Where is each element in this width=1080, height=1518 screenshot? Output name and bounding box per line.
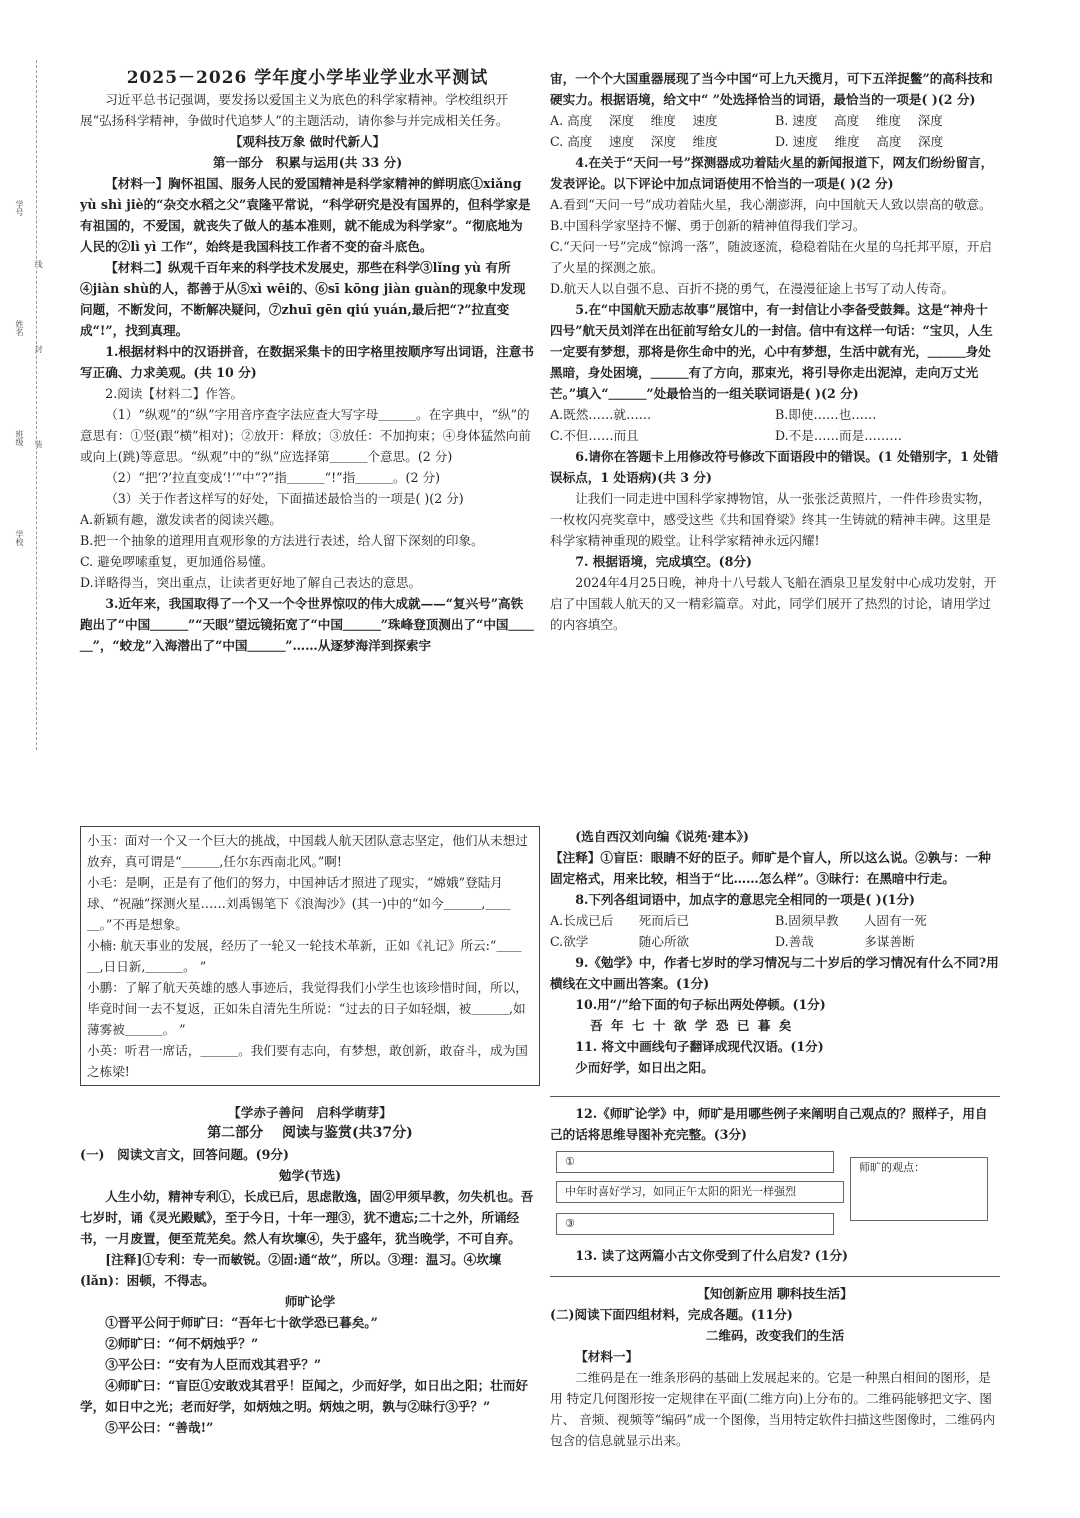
option: A.既然……就…… (550, 407, 652, 422)
text-2-title: 师旷论学 (284, 1294, 336, 1309)
question-2-3: （3）关于作者这样写的好处，下面描述最恰当的一项是( )(2 分) (105, 491, 464, 506)
dialog-line: 小玉：面对一个又一个巨大的挑战，中国载人航天团队意志坚定，他们从未想过放弃，真可谓是“＿＿＿,任尔东西南北风。”啊! (87, 833, 528, 869)
material-2: 【材料二】纵观千百年来的科学技术发展史，那些在科学③lǐng yù 有所④jiàn shù的人，都善于从⑤xì wēi的、⑥sī kōng jiàn guàn的现象中发现问题，不断发问，不断解决疑问，⑦zhuī gēn qiú yuán,最后把“?”拉直变成“!”，找到真理。 (80, 260, 526, 338)
mind-map-box-1[interactable]: ① (556, 1151, 834, 1173)
mind-map (550, 1145, 1000, 1245)
option: B. 速度 高度 维度 深度 (775, 113, 943, 128)
dialog-line: 小毛：是啊，正是有了他们的努力，中国神话才照进了现实，“嫦娥”登陆月球、“祝融”探测火星……刘禹锡笔下《浪淘沙》(其一)中的“如今＿＿＿,＿＿＿。”不再是想象。 (87, 875, 511, 932)
col-bottom-left (80, 826, 540, 1438)
text-3-title: 二维码，改变我们的生活 (705, 1328, 845, 1343)
seal-char: 封 (34, 345, 43, 353)
text-2-notes: 【注释】①盲臣：眼睛不好的臣子。师旷是个盲人，所以这么说。②孰与：一种固定格式，用来比较，相当于“比……怎么样”。③昧行：在黑暗中行走。 (550, 850, 991, 886)
option: D.不是……而是……… (775, 428, 902, 443)
seal-char: 线 (34, 260, 43, 268)
seal-char: 装 (34, 440, 43, 448)
intro: 习近平总书记强调，要发扬以爱国主义为底色的科学家精神。学校组织开展“弘扬科学精神，争做时代追梦人”的主题活动，请你参与并完成相关任务。 (80, 92, 509, 128)
school-label: 学校 (15, 530, 24, 546)
question-4: 4.在关于“天问一号”探测器成功着陆火星的新闻报道下，网友们纷纷留言，发表评论。以下评论中加点词语使用不恰当的一项是( )(2 分) (550, 155, 994, 191)
question-3: 3.近年来，我国取得了一个又一个令世界惊叹的伟大成就——“复兴号”高铁跑出了“中国＿＿＿”“天眼”望远镜拓宽了“中国＿＿＿”珠峰登顶测出了“中国＿＿＿”，“蛟龙”入海潜出了“中国＿＿＿”……从逐梦海洋到探索宇 (80, 596, 534, 653)
option: D.善哉 多谋善断 (775, 934, 915, 949)
dialog-box (80, 826, 540, 1086)
question-3-cont: 宙，一个个大国重器展现了当今中国“可上九天揽月，可下五洋捉鳖”的高科技和硬实力。根据语境，给文中“ ”处选择恰当的词语，最恰当的一项是( )(2 分) (550, 71, 993, 107)
divider (550, 1276, 1000, 1277)
question-9: 9.《勉学》中，作者七岁时的学习情况与二十岁后的学习情况有什么不同?用横线在文中画出答案。(1分) (550, 955, 999, 991)
number-label: 学号 (15, 200, 24, 216)
theme-1: 【观科技万象 做时代新人】 (229, 134, 386, 149)
q5-options (550, 404, 1000, 446)
option: D.航天人以自强不息、百折不挠的勇气，在漫漫征途上书写了动人传奇。 (550, 281, 955, 296)
option: C. 避免啰嗦重复，更加通俗易懂。 (80, 554, 274, 569)
option: B.固须早教 人固有一死 (775, 913, 927, 928)
theme-2: 【学赤子善问 启科学萌芽】 (228, 1105, 392, 1120)
section-1-heading: (一) 阅读文言文，回答问题。(9分) (80, 1147, 289, 1162)
option: A.新颖有趣，激发读者的阅读兴趣。 (80, 512, 283, 527)
question-11-sentence: 少而好学，如日出之阳。 (575, 1060, 714, 1075)
material-1: 【材料一】胸怀祖国、服务人民的爱国精神是科学家精神的鲜明底①xiǎng yù shì jiè的“杂交水稻之父”袁隆平常说，“科学研究是没有国界的，但科学家是有祖国的，不爱国，就丧失了做人的基本准则，就不能成为科学家”。“彻底地为人民的②lì yì 工作”，始终是我国科技工作者不变的奋斗底色。 (80, 176, 531, 254)
material-3-heading: 【材料一】 (575, 1349, 639, 1364)
q8-options (550, 910, 1000, 952)
mind-map-box-3[interactable]: ③ (556, 1213, 834, 1235)
question-10: 10.用“/”给下面的句子标出两处停顿。(1分) (575, 997, 826, 1012)
option: B.把一个抽象的道理用直观形象的方法进行表述，给人留下深刻的印象。 (80, 533, 484, 548)
q3-options (550, 110, 1000, 152)
option: C.欲学 随心所欲 (550, 934, 690, 949)
question-13: 13. 读了这两篇小古文你受到了什么启发? (1分) (575, 1248, 849, 1263)
question-2-1: （1）“纵观”的“纵”字用音序查字法应查大写字母＿＿＿。在字典中，“纵”的意思有：①竖(跟“横”相对)；②放开：释放；③放任：不加拘束；④身体猛然向前或向上(跳)等意思。“纵观”中的“纵”应选择第＿＿＿个意思。(2 分) (80, 407, 531, 464)
option: B.中国科学家坚持不懈、勇于创新的精神值得我们学习。 (550, 218, 866, 233)
text-2-line: ①晋平公问于师旷曰：“吾年七十欲学恐已暮矣。” (105, 1315, 378, 1330)
question-1: 1.根据材料中的汉语拼音，在数据采集卡的田字格里按顺序写出词语，注意书写正确、力求美观。(共 10 分) (80, 344, 534, 380)
text-1-notes: [注释]①专利：专一而敏锐。②固:通“故”，所以。③理：温习。④坎壈(lǎn)：困顿，不得志。 (80, 1252, 502, 1288)
material-3: 二维码是在一维条形码的基础上发展起来的。它是一种黑白相间的图形，是用 特定几何图形按一定规律在平面(二维方向)上分布的。二维码能够把文字、图片、 音频、视频等“编码”成一个图像，当用特定软件扫描这些图像时，二维码内包含的信息就显示出来。 (550, 1370, 996, 1448)
question-2-2: （2）“把‘?’拉直变成‘!’”中“?”指＿＿＿“!”指＿＿＿。(2 分) (105, 470, 440, 485)
dialog-line: 小鹏：了解了航天英雄的感人事迹后，我觉得我们小学生也该珍惜时间，所以，毕竟时间一去不复返，正如朱自清先生所说：“过去的日子如轻烟，被＿＿＿,如薄雾被＿＿＿。 ” (87, 980, 528, 1037)
question-8: 8.下列各组词语中，加点字的意思完全相同的一项是( )(1分) (575, 892, 915, 907)
source: (选自西汉刘向编《说苑·建本》) (575, 829, 749, 844)
exam-title: 2025－2026 学年度小学毕业学业水平测试 (126, 68, 489, 88)
part-1-heading: 第一部分 积累与运用(共 33 分) (212, 155, 403, 170)
option: C. 高度 速度 深度 维度 (550, 134, 718, 149)
question-7-text: 2024年4月25日晚，神舟十八号载人飞船在酒泉卫星发射中心成功发射，开启了中国载人航天的又一精彩篇章。对此，同学们展开了热烈的讨论，请用学过的内容填空。 (550, 575, 997, 632)
option: D. 速度 维度 高度 深度 (775, 134, 944, 149)
col-top-right (550, 68, 1000, 635)
seal-line (36, 60, 37, 750)
option: A.长成已后 死而后已 (550, 913, 690, 928)
theme-3: 【知创新应用 聊科技生活】 (697, 1286, 853, 1301)
option: A.看到“天问一号”成功着陆火星，我心潮澎湃，向中国航天人致以崇高的敬意。 (550, 197, 992, 212)
col-bottom-right (550, 826, 1000, 1451)
question-11: 11. 将文中画线句子翻译成现代汉语。(1分) (575, 1039, 824, 1054)
option: A. 高度 深度 维度 速度 (550, 113, 718, 128)
col-top-left (80, 68, 535, 656)
question-7: 7. 根据语境，完成填空。(8分) (575, 554, 752, 569)
mind-map-box-2: 中年时喜好学习，如同正午太阳的阳光一样强烈 (556, 1181, 844, 1203)
section-2-heading: (二)阅读下面四组材料，完成各题。(11分) (550, 1307, 793, 1322)
dialog-line: 小楠: 航天事业的发展，经历了一轮又一轮技术革新，正如《礼记》所云:“＿＿＿,日日新,＿＿＿。 ” (87, 938, 522, 974)
question-12: 12.《师旷论学》中，师旷是用哪些例子来阐明自己观点的？照样子，用自己的话将思维导图补充完整。(3分) (550, 1106, 988, 1142)
question-10-sentence: 吾 年 七 十 欲 学 恐 已 暮 矣 (590, 1018, 794, 1033)
text-2-line: ③平公曰：“安有为人臣而戏其君乎？” (105, 1357, 322, 1372)
text-1: 人生小幼，精神专利①，长成已后，思虑散逸，固②甲须早教，勿失机也。吾七岁时，诵《灵光殿赋》，至于今日，十年一理③，犹不遗忘;二十之外，所诵经书，一月废置，便至荒芜矣。然人有坎壈④，失于盛年，犹当晚学，不可自弃。 (80, 1189, 534, 1246)
dialog-line: 小英：听君一席话，＿＿＿。我们要有志向，有梦想，敢创新，敢奋斗，成为国之栋梁! (87, 1043, 528, 1079)
question-6-text: 让我们一同走进中国科学家搏物馆，从一张张泛黄照片，一件件珍贵实物，一枚枚闪亮奖章中，感受这些《共和国脊梁》终其一生铸就的精神丰碑。这里是科学家精神重现的殿堂。让科学家精神永远闪耀! (550, 491, 991, 548)
option: B.即使……也…… (775, 407, 877, 422)
option: C.“天问一号”完成“惊鸿一落”，随波逐流，稳稳着陆在火星的乌托邦平原，开启了火星的探测之旅。 (550, 239, 992, 275)
mind-map-viewpoint[interactable]: 师旷的观点： (850, 1157, 988, 1221)
name-label: 姓名 (15, 320, 24, 336)
option: C.不但……而且 (550, 428, 639, 443)
text-2-line: ⑤平公曰：“善哉!” (105, 1420, 214, 1435)
question-6: 6.请你在答题卡上用修改符号修改下面语段中的错误。(1 处错别字，1 处错误标点，1 处语病)(共 3 分) (550, 449, 999, 485)
text-2-line: ②师旷曰：“何不炳烛乎？” (105, 1336, 259, 1351)
question-5: 5.在“中国航天励志故事”展馆中，有一封信让小李备受鼓舞。这是“神舟十四号”航天员刘洋在出征前写给女儿的一封信。信中有这样一句话：“宝贝，人生一定要有梦想，那将是你生命中的光，心中有梦想，生活中就有光，＿＿＿身处黑暗，身处困境，＿＿＿有了方向，那束光，将引导你走出泥淖，走向万丈光芒。”填入“＿＿＿”处最恰当的一组关联词语是( )(2 分) (550, 302, 993, 401)
option: D.详略得当，突出重点，让读者更好地了解自己表达的意思。 (80, 575, 422, 590)
question-2: 2.阅读【材料二】作答。 (105, 386, 244, 401)
text-2-line: ④师旷曰：“盲臣①安敢戏其君乎！臣闻之，少而好学，如日出之阳；壮而好学，如日中之光；老而好学，如炳烛之明。炳烛之明，孰与②昧行③乎？” (80, 1378, 529, 1414)
class-label: 班级 (15, 430, 24, 446)
binding-margin (0, 0, 43, 760)
answer-line (550, 1096, 1000, 1097)
text-1-title: 勉学(节选) (278, 1168, 342, 1183)
part-2-heading: 第二部分 阅读与鉴赏(共37分) (207, 1125, 413, 1141)
